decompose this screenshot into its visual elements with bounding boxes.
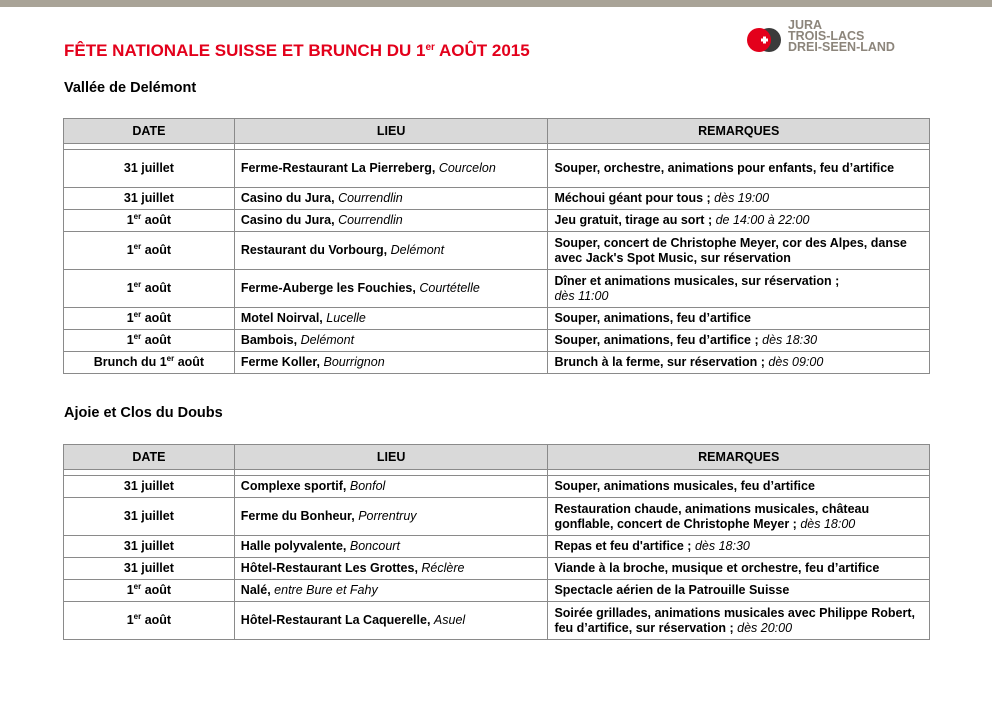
cell-date <box>64 476 235 498</box>
remarque-time: dès 20:00 <box>737 620 793 635</box>
table-row <box>64 476 930 498</box>
date-text: 1 <box>126 243 134 257</box>
date-ordinal: er <box>133 280 142 289</box>
lieu-name: Ferme du Bonheur, <box>240 509 355 523</box>
lieu-location: Courtételle <box>419 281 480 295</box>
table-row <box>64 308 930 330</box>
table-row <box>64 498 930 536</box>
cell-date <box>64 188 235 210</box>
date-tail: août <box>141 333 172 347</box>
table-row <box>64 330 930 352</box>
cell-remarques <box>548 188 930 210</box>
date-text: 31 juillet <box>123 561 174 575</box>
remarque-text: Spectacle aérien de la Patrouille Suisse <box>554 583 790 597</box>
date-ordinal: er <box>166 354 175 363</box>
cell-remarques <box>548 536 930 558</box>
cell-remarques <box>548 270 930 308</box>
lieu-name: Hôtel-Restaurant Les Grottes, <box>240 561 418 575</box>
date-text: 1 <box>126 281 134 295</box>
remarque-text: Souper, orchestre, animations pour enfants, feu d’artifice <box>554 161 895 175</box>
cell-remarques <box>548 330 930 352</box>
cell-date <box>64 498 235 536</box>
lieu-name: Casino du Jura, <box>240 191 335 205</box>
remarque-text: Soirée grillades, animations musicales avec Philippe Robert, feu d’artifice, sur réservation ; <box>554 605 915 635</box>
events-table-ajoie <box>63 444 930 640</box>
header-date: DATE <box>64 119 235 144</box>
cell-date <box>64 602 235 640</box>
cell-remarques <box>548 476 930 498</box>
cell-remarques <box>548 308 930 330</box>
cell-date <box>64 536 235 558</box>
section-title-ajoie: Ajoie et Clos du Doubs <box>64 405 223 421</box>
table-body <box>64 476 930 640</box>
cell-lieu <box>234 150 548 188</box>
lieu-name: Ferme Koller, <box>240 355 321 369</box>
logo-line: JURA <box>788 18 823 32</box>
table-row <box>64 352 930 374</box>
cell-date <box>64 580 235 602</box>
cell-date <box>64 558 235 580</box>
remarque-time: dès 19:00 <box>714 191 770 205</box>
cell-remarques <box>548 232 930 270</box>
cell-lieu <box>234 308 548 330</box>
logo-line: TROIS-LACS <box>788 29 865 43</box>
cell-lieu <box>234 352 548 374</box>
date-text: 31 juillet <box>123 161 174 175</box>
date-ordinal: er <box>133 242 142 251</box>
remarque-text: Jeu gratuit, tirage au sort ; <box>554 213 713 227</box>
table-row <box>64 558 930 580</box>
remarque-text: Brunch à la ferme, sur réservation ; <box>554 355 765 369</box>
date-ordinal: er <box>133 582 142 591</box>
lieu-name: Complexe sportif, <box>240 479 347 493</box>
cell-remarques <box>548 558 930 580</box>
date-tail: août <box>141 213 172 227</box>
lieu-name: Casino du Jura, <box>240 213 335 227</box>
date-text: 1 <box>126 311 134 325</box>
cell-lieu <box>234 558 548 580</box>
remarque-time: dès 18:00 <box>800 516 856 531</box>
cell-date <box>64 150 235 188</box>
date-text: Brunch du 1 <box>93 355 167 369</box>
cell-date <box>64 352 235 374</box>
remarque-text: Souper, concert de Christophe Meyer, cor des Alpes, danse avec Jack's Spot Music, sur réservation <box>554 235 907 265</box>
lieu-location: entre Bure et Fahy <box>274 583 378 597</box>
cell-lieu <box>234 232 548 270</box>
date-text: 1 <box>126 613 134 627</box>
lieu-name: Ferme-Restaurant La Pierreberg, <box>240 161 436 175</box>
events-table-delemont <box>63 118 930 374</box>
lieu-name: Hôtel-Restaurant La Caquerelle, <box>240 613 431 627</box>
date-tail: août <box>141 243 172 257</box>
header-date: DATE <box>64 445 235 470</box>
table-row <box>64 210 930 232</box>
cell-lieu <box>234 580 548 602</box>
cell-lieu <box>234 270 548 308</box>
remarque-text: Viande à la broche, musique et orchestre, feu d’artifice <box>554 561 880 575</box>
remarque-text: Restauration chaude, animations musicales, château gonflable, concert de Christophe Meyer ; <box>554 501 870 531</box>
cell-remarques <box>548 150 930 188</box>
lieu-location: Delémont <box>300 333 355 347</box>
table-row <box>64 580 930 602</box>
lieu-location: Courrendlin <box>338 191 403 205</box>
remarque-text: Repas et feu d'artifice ; <box>554 539 692 553</box>
remarque-text: Souper, animations musicales, feu d’artifice <box>554 479 815 493</box>
remarque-time: dès 09:00 <box>768 355 824 369</box>
lieu-location: Courrendlin <box>338 213 403 227</box>
date-text: 31 juillet <box>123 479 174 493</box>
date-text: 31 juillet <box>123 539 174 553</box>
date-text: 31 juillet <box>123 191 174 205</box>
date-ordinal: er <box>133 310 142 319</box>
date-tail: août <box>174 355 205 369</box>
cell-lieu <box>234 188 548 210</box>
lieu-location: Asuel <box>433 613 466 627</box>
section-title-delemont: Vallée de Delémont <box>64 80 197 96</box>
lieu-location: Courcelon <box>438 161 496 175</box>
cell-lieu <box>234 602 548 640</box>
remarque-text: Souper, animations, feu d’artifice ; <box>554 333 759 347</box>
table-body <box>64 150 930 374</box>
date-tail: août <box>141 281 172 295</box>
date-ordinal: er <box>133 212 142 221</box>
table-row <box>64 188 930 210</box>
cell-remarques <box>548 580 930 602</box>
logo-circles-icon <box>744 19 786 61</box>
lieu-location: Porrentruy <box>358 509 417 523</box>
remarque-time: dès 18:30 <box>694 539 750 553</box>
cell-remarques <box>548 210 930 232</box>
date-tail: août <box>141 583 172 597</box>
header-remarques: REMARQUES <box>548 119 930 144</box>
date-text: 1 <box>126 333 134 347</box>
remarque-time: de 14:00 à 22:00 <box>715 213 810 227</box>
logo-text <box>788 20 895 53</box>
cell-lieu <box>234 498 548 536</box>
lieu-location: Delémont <box>390 243 445 257</box>
cell-lieu <box>234 210 548 232</box>
table-row <box>64 602 930 640</box>
cell-remarques <box>548 498 930 536</box>
table-row <box>64 270 930 308</box>
date-ordinal: er <box>133 612 142 621</box>
cell-lieu <box>234 476 548 498</box>
lieu-name: Nalé, <box>240 583 271 597</box>
date-text: 1 <box>126 213 134 227</box>
header-lieu: LIEU <box>234 119 548 144</box>
date-ordinal: er <box>133 332 142 341</box>
cell-date <box>64 308 235 330</box>
lieu-location: Bourrignon <box>323 355 385 369</box>
cell-date <box>64 270 235 308</box>
lieu-location: Boncourt <box>349 539 400 553</box>
lieu-location: Lucelle <box>326 311 366 325</box>
top-color-bar <box>0 0 992 7</box>
cell-date <box>64 210 235 232</box>
lieu-name: Ferme-Auberge les Fouchies, <box>240 281 416 295</box>
cell-remarques <box>548 602 930 640</box>
date-text: 1 <box>126 583 134 597</box>
remarque-time: dès 11:00 <box>554 288 609 303</box>
jura-trois-lacs-logo <box>744 19 904 61</box>
lieu-name: Motel Noirval, <box>240 311 323 325</box>
cell-lieu <box>234 536 548 558</box>
lieu-name: Bambois, <box>240 333 298 347</box>
date-tail: août <box>141 311 172 325</box>
cell-date <box>64 232 235 270</box>
cell-date <box>64 330 235 352</box>
remarque-text: Dîner et animations musicales, sur réservation ; <box>554 273 840 288</box>
cell-remarques <box>548 352 930 374</box>
lieu-name: Halle polyvalente, <box>240 539 347 553</box>
remarque-text: Méchoui géant pour tous ; <box>554 191 711 205</box>
lieu-location: Bonfol <box>349 479 386 493</box>
table-row <box>64 536 930 558</box>
table-row <box>64 150 930 188</box>
header-remarques: REMARQUES <box>548 445 930 470</box>
date-tail: août <box>141 613 172 627</box>
logo-line: DREI-SEEN-LAND <box>788 40 895 54</box>
remarque-text: Souper, animations, feu d’artifice <box>554 311 752 325</box>
lieu-location: Réclère <box>421 561 465 575</box>
table-row <box>64 232 930 270</box>
remarque-time: dès 18:30 <box>762 333 818 347</box>
lieu-name: Restaurant du Vorbourg, <box>240 243 388 257</box>
header-lieu: LIEU <box>234 445 548 470</box>
cell-lieu <box>234 330 548 352</box>
date-text: 31 juillet <box>123 509 174 523</box>
page-title: FÊTE NATIONALE SUISSE ET BRUNCH DU 1er AOÛT 2015 <box>64 41 530 60</box>
